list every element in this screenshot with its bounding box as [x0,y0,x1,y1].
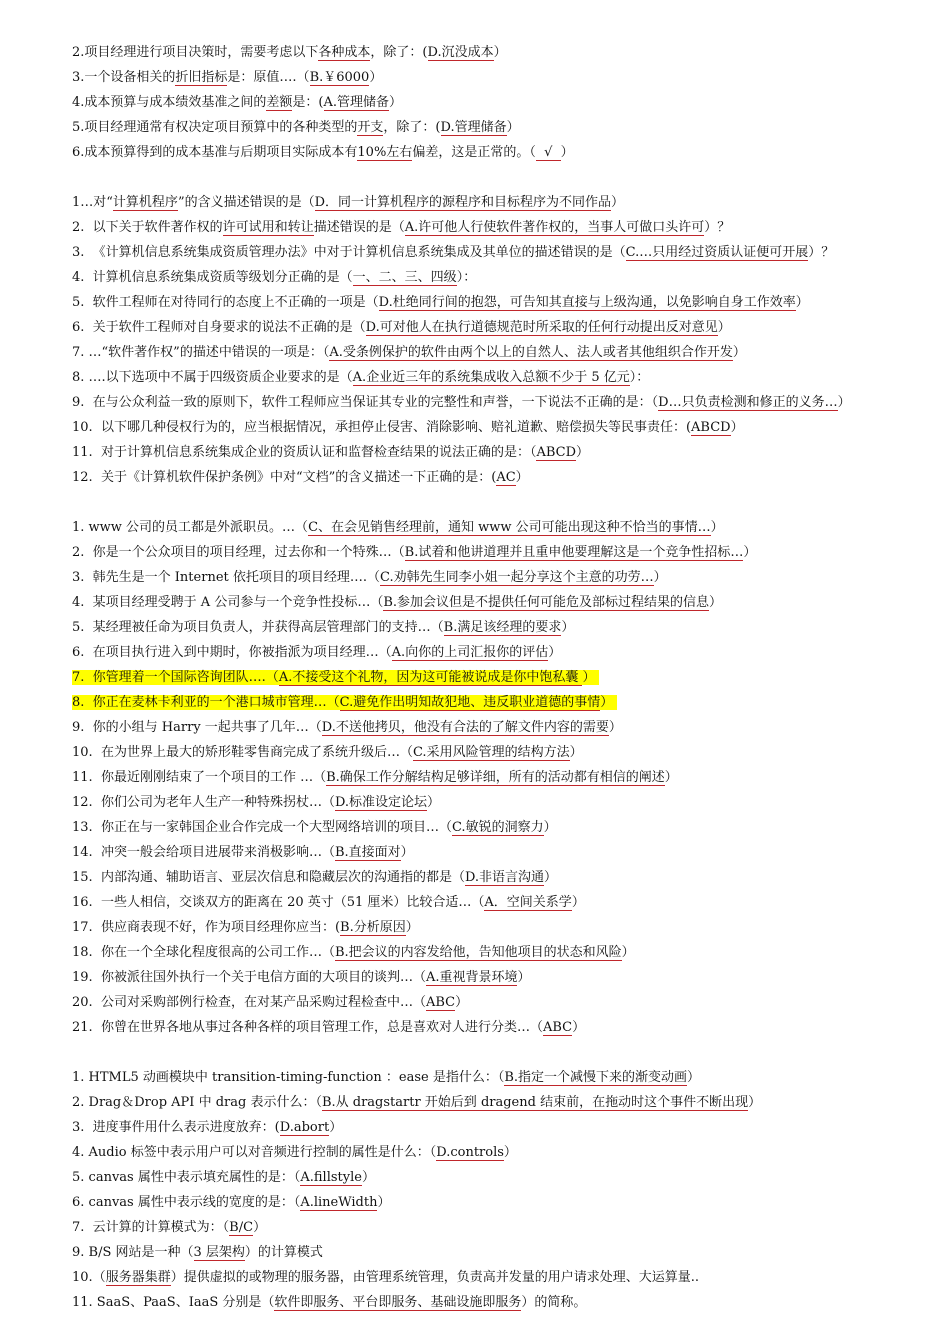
question-segment: ） [561,620,575,635]
answer-underlined: A.fillstyle [300,1170,362,1185]
question-text [72,245,834,261]
answer-underlined: B.分析原因 [340,920,406,935]
question-line [72,565,932,590]
answer-underlined: D.标准设定论坛 [334,795,428,810]
answer-underlined: B.指定一个减慢下来的渐变动画 [504,1070,688,1085]
question-section [72,190,932,490]
question-segment: ） [795,295,809,310]
section-gap [72,1040,932,1065]
answer-underlined: 3 层架构 [193,1245,245,1260]
question-segment: 11. 对于计算机信息系统集成企业的资质认证和监督检查结果的说法正确的是：（ [72,445,537,460]
question-line [72,715,932,740]
question-segment: ）的计算模式 [244,1245,323,1260]
question-segment: 4.成本预算与成本绩效基准之间的 [72,95,267,110]
question-segment: 19. 你被派往国外执行一个关于电信方面的大项目的谈判…（ [72,970,426,985]
answer-underlined: B.从 dragstartr 开始后到 dragend 结束前，在拖动时这个事件不断出现 [321,1095,749,1110]
question-line [72,1015,932,1040]
answer-underlined: C.敏锐的洞察力 [451,820,544,835]
question-text [72,395,851,411]
question-segment: ，除了：( [383,120,441,135]
question-text [72,720,622,736]
question-line [72,415,932,440]
question-line [72,615,932,640]
question-line [72,365,932,390]
question-segment: ） [611,195,625,210]
question-segment: 10.（ [72,1270,106,1285]
question-segment: 1. www 公司的员工都是外派职员。…（ [72,520,309,535]
question-segment: 2. Drag＆Drop API 中 drag 表示什么：（ [72,1095,322,1110]
question-segment: 5.项目经理通常有权决定项目预算中的各种类型的 [72,120,358,135]
question-segment: 12. 关于《计算机软件保护条例》中对“文档”的含义描述一下正确的是：( [72,470,497,485]
question-text [72,1295,586,1311]
question-line [72,1115,932,1140]
question-line [72,340,932,365]
question-text [72,445,589,461]
question-line [72,690,932,715]
question-segment: 14. 冲突一般会给项目进展带来消极影响…（ [72,845,335,860]
answer-underlined: 折旧指标 [175,70,228,85]
answer-underlined: 一、二、三、四级 [352,270,457,285]
question-segment: 4. Audio 标签中表示用户可以对音频进行控制的属性是什么：（ [72,1145,437,1160]
question-line [72,1065,932,1090]
question-line [72,815,932,840]
question-line [72,215,932,240]
question-segment: 20. 公司对采购部例行检查，在对某产品采购过程检查中…（ [72,995,426,1010]
question-segment: ） [329,1120,343,1135]
answer-underlined: AC [496,470,516,485]
answer-underlined: D.abort [279,1120,330,1135]
question-segment: ） [576,445,590,460]
question-line [72,290,932,315]
question-text [72,270,476,286]
question-text [72,70,382,86]
answer-underlined: C.采用风险管理的结构方法 [412,745,570,760]
section-gap [72,165,932,190]
answer-underlined: D.非语言沟通 [464,870,545,885]
question-text [72,295,809,311]
answer-underlined: B.试着和他讲道理并且重申他要理解这是一个竞争性招标… [404,545,744,560]
question-segment: 8. 你正在麦林卡利亚的一个港口城市管理…（ [72,695,340,710]
question-text [72,1095,761,1111]
question-line [72,1190,932,1215]
question-segment: ） [455,995,469,1010]
question-segment: 9. 你的小组与 Harry 一起共事了几年…（ [72,720,322,735]
question-line [72,140,932,165]
answer-underlined: A.许可他人行使软件著作权的，当事人可做口头许可 [404,220,705,235]
question-segment: ） [544,870,558,885]
answer-underlined: ABCD [691,420,731,435]
answer-underlined: 各种成本 [318,45,371,60]
question-text [72,1120,342,1136]
question-segment: 3.一个设备相关的 [72,70,176,85]
question-text [72,1270,699,1286]
answer-underlined: ABC [425,995,456,1010]
answer-underlined: 服务器集群 [105,1270,171,1285]
answer-underlined: 计算机程序 [112,195,178,210]
question-segment: ） [730,420,744,435]
question-text [72,370,649,386]
answer-underlined: ABC [542,1020,573,1035]
question-text [72,470,529,486]
question-segment: ） [600,695,614,710]
question-segment: 6. 关于软件工程师对自身要求的说法不正确的是（ [72,320,366,335]
question-segment: ） [743,545,757,560]
question-line [72,240,932,265]
question-segment: ） [369,70,383,85]
question-line [72,640,932,665]
question-segment: 5. 某经理被任命为项目负责人，并获得高层管理部门的支持…（ [72,620,444,635]
question-segment: ） [377,1195,391,1210]
answer-underlined: A.重视背景环境 [425,970,518,985]
question-segment: ） [732,345,746,360]
question-text [72,845,414,861]
question-line [72,990,932,1015]
question-segment: ） [361,1170,375,1185]
question-text [72,1220,266,1236]
question-text [72,620,574,636]
question-segment: ） [543,820,557,835]
question-segment: ）？ [704,220,731,235]
question-segment: ） [506,120,520,135]
question-segment: 11. 你最近刚刚结束了一个项目的工作 …（ [72,770,327,785]
question-text [72,120,520,136]
question-segment: 10. 在为世界上最大的矫形鞋零售商完成了系统升级后…（ [72,745,413,760]
question-segment: 6. canvas 属性中表示线的宽度的是：（ [72,1195,301,1210]
question-list [72,40,932,1315]
question-line [72,90,932,115]
question-text [72,920,419,936]
question-segment: ） [837,395,851,410]
answer-underlined: D.杜绝同行间的抱怨，可告知其直接与上级沟通，以免影响自身工作效率 [378,295,796,310]
question-segment: 4. 某项目经理受聘于 A 公司参与一个竞争性投标…（ [72,595,384,610]
answer-underlined: D…只负责检测和修正的义务… [658,395,838,410]
question-line [72,965,932,990]
question-line [72,190,932,215]
question-segment: ） [748,1095,762,1110]
question-segment: 13. 你正在与一家韩国企业合作完成一个大型网络培训的项目…（ [72,820,452,835]
question-line [72,940,932,965]
question-segment: 3. 《计算机信息系统集成资质管理办法》中对于计算机信息系统集成及其单位的描述错误的是（ [72,245,626,260]
question-line [72,890,932,915]
answer-underlined: D.管理储备 [440,120,507,135]
question-segment: 18. 你在一个全球化程度很高的公司工作…（ [72,945,335,960]
answer-underlined: B.把会议的内容发给他，告知他项目的状态和风险 [334,945,622,960]
question-segment: ） [582,670,596,685]
question-text [72,820,557,836]
question-segment: 4. 计算机信息系统集成资质等级划分正确的是（ [72,270,353,285]
question-line [72,590,932,615]
question-segment: ） [621,945,635,960]
question-section [72,515,932,1040]
question-segment: 9. B/S 网站是一种（ [72,1245,194,1260]
question-segment: ） [572,1020,586,1035]
question-text [72,645,561,661]
question-segment: 是：( [292,95,324,110]
question-segment: 6.成本预算得到的成本基准与后期项目实际成本有 [72,145,358,160]
answer-underlined: B.满足该经理的要求 [443,620,562,635]
question-segment: 是：原值….（ [227,70,310,85]
question-segment: 21. 你曾在世界各地从事过各种各样的项目管理工作，总是喜欢对人进行分类…（ [72,1020,543,1035]
question-text [72,770,678,786]
answer-underlined: D．同一计算机程序的源程序和目标程序为不同作品 [314,195,612,210]
question-segment: 2. 你是一个公众项目的项目经理，过去你和一个特殊…（ [72,545,405,560]
question-text [72,1170,375,1186]
answer-underlined: D.可对他人在执行道德规范时所采取的任何行动提出反对意见 [365,320,718,335]
question-line [72,265,932,290]
answer-underlined: 软件即服务、平台即服务、基础设施即服务 [274,1295,522,1310]
question-segment: 8. ….以下选项中不属于四级资质企业要求的是（ [72,370,353,385]
question-segment: ） [710,520,724,535]
answer-underlined: 差额 [266,95,293,110]
question-text [72,595,722,611]
answer-underlined: ABCD [536,445,577,460]
question-line [72,65,932,90]
question-line [72,1240,932,1265]
question-text [72,945,635,961]
question-segment: ） [653,570,667,585]
question-segment: ”的含义描述错误的是（ [177,195,315,210]
question-segment: ）： [456,270,477,285]
question-segment: 描述错误的是（ [313,220,405,235]
answer-underlined: C.…只用经过资质认证便可开展 [625,245,809,260]
question-segment: 5. 软件工程师在对待同行的态度上不正确的一项是（ [72,295,379,310]
answer-underlined: A．空间关系学 [484,895,572,910]
answer-underlined: A.不接受这个礼物，因为这可能被说成是你中饱私囊 [278,670,583,685]
question-segment: ） [569,745,583,760]
question-segment: 15. 内部沟通、辅助语言、亚层次信息和隐藏层次的沟通指的都是（ [72,870,465,885]
question-segment: ） [389,95,403,110]
question-text [72,1020,585,1036]
answer-underlined: A.企业近三年的系统集成收入总额不少于 5 亿元 [352,370,630,385]
question-text [72,145,574,161]
question-text [72,970,531,986]
question-segment: ） [548,645,562,660]
question-text [72,45,507,61]
answer-underlined: D.沉没成本 [427,45,494,60]
question-text [72,220,730,236]
question-text [72,895,585,911]
question-segment: ） [517,970,531,985]
answer-underlined: A.管理储备 [323,95,390,110]
answer-underlined: A.lineWidth [300,1195,378,1210]
question-segment: 9. 在与公众利益一致的原则下，软件工程师应当保证其专业的完整性和声誉，一下说法不正确的是：（ [72,395,659,410]
question-line [72,1090,932,1115]
question-line [72,440,932,465]
question-line [72,915,932,940]
question-text [72,420,744,436]
answer-underlined: 10%左右 [357,145,413,160]
question-text [72,695,617,710]
answer-underlined: B/C [229,1220,254,1235]
question-segment: 6. 在项目执行进入到中期时，你被指派为项目经理…（ [72,645,392,660]
question-segment: 2. 以下关于软件著作权的 [72,220,223,235]
question-segment: ） [687,1070,701,1085]
question-segment: 3. 进度事件用什么表示进度放弃：( [72,1120,280,1135]
question-segment: ）提供虚拟的或物理的服务器，由管理系统管理，负责高并发量的用户请求处理、大运算量.. [170,1270,699,1285]
answer-underlined: B.确保工作分解结构足够详细，所有的活动都有相信的阐述 [326,770,665,785]
question-segment: ） [608,720,622,735]
question-line [72,865,932,890]
question-line [72,390,932,415]
question-text [72,1195,390,1211]
question-text [72,1070,700,1086]
question-text [72,320,731,336]
answer-underlined: 开支 [357,120,384,135]
question-line [72,465,932,490]
question-line [72,740,932,765]
question-line [72,840,932,865]
answer-underlined: C、在会见销售经理前，通知 www 公司可能出现这种不恰当的事情… [308,520,711,535]
question-segment: 16. 一些人相信，交谈双方的距离在 20 英寸（51 厘米）比较合适…（ [72,895,485,910]
question-segment: 7. 你管理着一个国际咨询团队….（ [72,670,279,685]
question-section [72,1065,932,1315]
question-segment: 7. 云计算的计算模式为：（ [72,1220,230,1235]
answer-underlined: A.向你的上司汇报你的评估 [391,645,549,660]
question-segment: ） [515,470,529,485]
question-text [72,520,724,536]
answer-underlined: D.controls [436,1145,504,1160]
question-segment: ） [503,1145,517,1160]
question-line [72,40,932,65]
question-line [72,540,932,565]
question-text [72,745,583,761]
question-text [72,1245,323,1261]
question-segment: ） [400,845,414,860]
question-segment: 11. SaaS、PaaS、IaaS 分别是（ [72,1295,275,1310]
question-line [72,790,932,815]
question-line [72,515,932,540]
question-segment: 10. 以下哪几种侵权行为的，应当根据情况，承担停止侵害、消除影响、赔礼道歉、赔偿损失等民事责任：( [72,420,692,435]
question-segment: ） [560,145,574,160]
question-segment: 1…对“ [72,195,113,210]
question-line [72,765,932,790]
answer-underlined: C.劝韩先生同李小姐一起分享这个主意的功劳… [380,570,654,585]
question-segment: 3. 韩先生是一个 Internet 依托项目的项目经理….（ [72,570,380,585]
question-segment: ） [427,795,441,810]
question-line [72,315,932,340]
question-text [72,195,624,211]
question-segment: ） [405,920,419,935]
question-line [72,115,932,140]
answer-underlined: B.￥6000 [309,70,370,85]
question-segment: 7. …“软件著作权”的描述中错误的一项是：（ [72,345,330,360]
question-text [72,545,756,561]
answer-underlined: B.参加会议但是不提供任何可能危及部标过程结果的信息 [383,595,710,610]
answer-underlined: √ [535,145,561,160]
question-segment: ） [493,45,507,60]
question-segment: ，除了：( [370,45,428,60]
question-segment: ） [717,320,731,335]
question-text [72,670,599,685]
question-segment: ） [709,595,723,610]
question-segment: ）的简称。 [521,1295,587,1310]
question-line [72,1140,932,1165]
question-text [72,795,440,811]
question-segment: ） [253,1220,267,1235]
question-segment: 偏差，这是正常的。（ [412,145,536,160]
question-segment: ） [664,770,678,785]
question-text [72,995,468,1011]
question-line [72,1290,932,1315]
question-segment: ） [571,895,585,910]
answer-underlined: D.不送他拷贝，他没有合法的了解文件内容的需要 [321,720,609,735]
answer-underlined: 许可试用和转让 [222,220,314,235]
answer-underlined: B.直接面对 [334,845,401,860]
question-segment: 2.项目经理进行项目决策时，需要考虑以下 [72,45,319,60]
question-segment: ）： [629,370,650,385]
answer-underlined: A.受条例保护的软件由两个以上的自然人、法人或者其他组织合作开发 [329,345,733,360]
question-text [72,1145,517,1161]
question-segment: ）？ [808,245,835,260]
question-line [72,1165,932,1190]
question-segment: 5. canvas 属性中表示填充属性的是：（ [72,1170,301,1185]
question-text [72,345,746,361]
question-line [72,665,932,690]
answer-underlined: C.避免作出明知故犯地、违反职业道德的事情 [339,695,601,710]
question-text [72,95,402,111]
question-text [72,870,557,886]
question-line [72,1265,932,1290]
question-segment: 12. 你们公司为老年人生产一种特殊拐杖…（ [72,795,335,810]
question-segment: 17. 供应商表现不好，作为项目经理你应当：( [72,920,341,935]
question-text [72,570,667,586]
question-line [72,1215,932,1240]
section-gap [72,490,932,515]
question-segment: 1. HTML5 动画模块中 transition-timing-function ：ease 是指什么：（ [72,1070,505,1085]
question-section [72,40,932,165]
